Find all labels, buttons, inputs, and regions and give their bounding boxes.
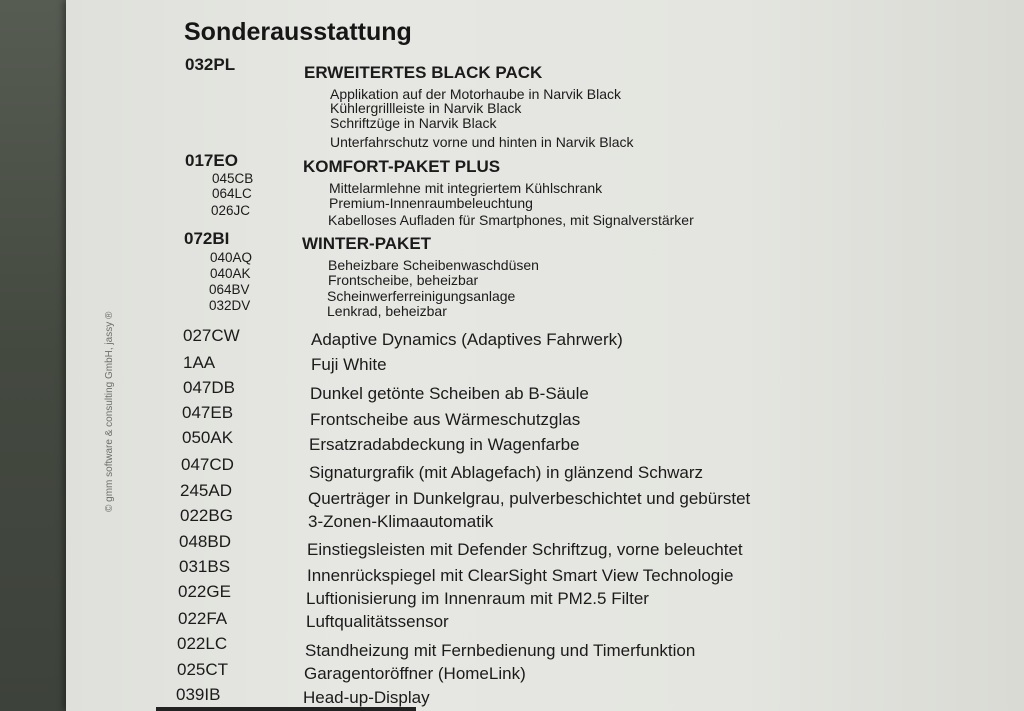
package-title: WINTER-PAKET (302, 234, 432, 253)
option-code: 048BD (179, 532, 231, 551)
package-item-code: 032DV (209, 298, 251, 313)
option-text: Garagentoröffner (HomeLink) (304, 664, 526, 683)
package-item-text: Kühlergrillleiste in Narvik Black (330, 100, 522, 116)
option-code: 022FA (178, 609, 228, 628)
option-text: Standheizung mit Fernbedienung und Timerfunktion (305, 641, 696, 660)
package-code: 072BI (184, 229, 230, 248)
option-code: 025CT (177, 660, 229, 679)
option-text: Adaptive Dynamics (Adaptives Fahrwerk) (311, 330, 623, 349)
page-edge-shadow (156, 707, 416, 711)
option-text: Einstiegsleisten mit Defender Schriftzug, vorne beleuchtet (307, 540, 743, 559)
option-code: 245AD (180, 481, 232, 500)
package-title: ERWEITERTES BLACK PACK (304, 63, 543, 82)
option-text: Frontscheibe aus Wärmeschutzglas (310, 410, 581, 429)
package-item-code: 040AK (210, 266, 251, 281)
option-text: Luftionisierung im Innenraum mit PM2.5 Filter (306, 589, 649, 608)
package-item-code: 026JC (211, 203, 251, 218)
option-code: 022LC (177, 634, 228, 653)
option-text: Dunkel getönte Scheiben ab B-Säule (310, 384, 589, 403)
option-text: Innenrückspiegel mit ClearSight Smart View Technologie (307, 566, 734, 585)
option-code: 031BS (179, 557, 231, 576)
option-code: 022BG (180, 506, 233, 525)
package-item-text: Scheinwerferreinigungsanlage (327, 288, 516, 304)
package-item-text: Premium-Innenraumbeleuchtung (329, 195, 533, 211)
option-code: 1AA (183, 353, 216, 372)
package-code: 032PL (185, 55, 236, 74)
package-item-code: 064LC (212, 186, 252, 201)
package-item-text: Mittelarmlehne mit integriertem Kühlschrank (329, 180, 603, 196)
package-item-text: Frontscheibe, beheizbar (328, 272, 479, 288)
package-item-text: Schriftzüge in Narvik Black (330, 115, 497, 131)
option-code: 022GE (178, 582, 231, 601)
package-code: 017EO (185, 151, 238, 170)
option-code: 047DB (183, 378, 235, 397)
option-code: 047EB (182, 403, 234, 422)
option-code: 039IB (176, 685, 221, 704)
option-text: Ersatzradabdeckung in Wagenfarbe (309, 435, 580, 454)
copyright-note: © gmm software & consulting GmbH, jassy ® (104, 311, 115, 512)
package-item-text: Applikation auf der Motorhaube in Narvik Black (330, 86, 622, 102)
package-item-text: Kabelloses Aufladen für Smartphones, mit Signalverstärker (328, 212, 694, 228)
package-title: KOMFORT-PAKET PLUS (303, 157, 501, 176)
option-text: Querträger in Dunkelgrau, pulverbeschichtet und gebürstet (308, 489, 751, 508)
page-title: Sonderausstattung (184, 18, 412, 46)
option-code: 050AK (182, 428, 234, 447)
option-code: 027CW (183, 326, 240, 345)
package-item-text: Lenkrad, beheizbar (327, 303, 447, 319)
package-item-code: 045CB (212, 171, 254, 186)
package-item-code: 064BV (209, 282, 250, 297)
package-item-text: Unterfahrschutz vorne und hinten in Narvik Black (330, 134, 634, 150)
option-code: 047CD (181, 455, 234, 474)
option-text: 3-Zonen-Klimaautomatik (308, 512, 494, 531)
option-text: Fuji White (311, 355, 387, 374)
package-item-code: 040AQ (210, 250, 253, 265)
option-text: Signaturgrafik (mit Ablagefach) in glänzend Schwarz (309, 463, 704, 482)
package-item-text: Beheizbare Scheibenwaschdüsen (328, 257, 539, 273)
option-text: Luftqualitätssensor (306, 612, 449, 631)
option-text: Head-up-Display (303, 688, 430, 707)
